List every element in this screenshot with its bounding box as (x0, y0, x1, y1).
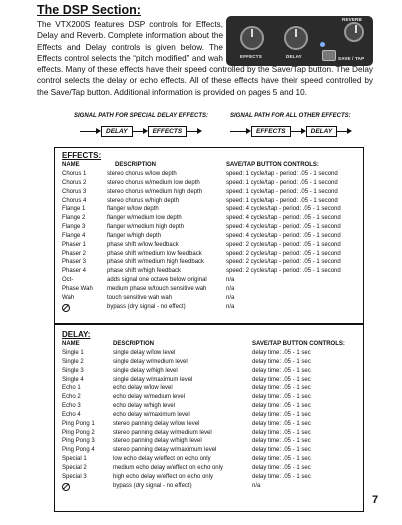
table-row (62, 437, 358, 446)
cell-speed: speed: 2 cycles/tap - period: .05 - 1 second (226, 241, 341, 248)
delay-col-name: NAME (62, 341, 80, 347)
table-row (62, 429, 358, 438)
cell-speed: speed: 4 cycles/tap - period: .05 - 1 second (226, 215, 341, 222)
panel-save-tap-label: SAVE / TAP (338, 56, 365, 61)
delay-col-speed: SAVE/TAP BUTTON CONTROLS: (252, 341, 345, 347)
section-title: The DSP Section: (37, 3, 141, 17)
cell-name: Ping Pong 4 (62, 447, 95, 454)
cell-speed: speed: 1 cycle/tap - period: .05 - 1 second (226, 171, 338, 177)
cell-speed: delay time: .05 - 1 sec (252, 456, 311, 463)
cell-name: Phaser 3 (62, 259, 87, 266)
cell-name: Ping Pong 2 (62, 429, 95, 436)
table-row (62, 285, 358, 294)
flow-box-effects: EFFECTS (251, 126, 291, 137)
cell-desc: echo delay w/medium level (113, 394, 186, 401)
signal-path-other-label: SIGNAL PATH FOR ALL OTHER EFFECTS: (230, 113, 351, 119)
cell-desc: echo delay w/high level (113, 403, 176, 410)
cell-name: Phaser 1 (62, 241, 87, 248)
cell-name: Phaser 4 (62, 268, 87, 275)
flow-box-effects: EFFECTS (148, 126, 188, 137)
table-row (62, 170, 358, 179)
cell-desc: single delay w/high level (113, 367, 178, 374)
table-row (62, 223, 358, 232)
table-row (62, 367, 358, 376)
delay-heading: DELAY: (62, 330, 91, 339)
cell-desc: stereo chorus w/low depth (107, 171, 177, 177)
table-row (62, 420, 358, 429)
table-row (62, 411, 358, 420)
cell-speed: speed: 4 cycles/tap - period: .05 - 1 second (226, 224, 341, 231)
cell-name: Chorus 2 (62, 179, 87, 186)
cell-name: Single 2 (62, 358, 84, 365)
cell-speed: delay time: .05 - 1 sec (252, 358, 311, 365)
effects-table (62, 170, 358, 312)
table-row (62, 464, 358, 473)
cell-desc: flanger w/high depth (107, 232, 162, 239)
cell-desc: phase shift w/low feedback (107, 241, 179, 248)
signal-path-special-label: SIGNAL PATH FOR SPECIAL DELAY EFFECTS: (74, 113, 209, 119)
cell-desc: single delay w/maximum level (113, 376, 193, 383)
cell-speed: speed: 2 cycles/tap - period: .05 - 1 second (226, 259, 341, 266)
cell-speed: speed: 2 cycles/tap - period: .05 - 1 second (226, 268, 341, 275)
effects-heading: EFFECTS: (62, 151, 102, 160)
cell-desc: single delay w/low level (113, 350, 176, 356)
cell-speed: speed: 1 cycle/tap - period: .05 - 1 second (226, 197, 338, 204)
table-row (62, 294, 358, 303)
table-row (62, 446, 358, 455)
cell-name: Special 3 (62, 473, 87, 480)
cell-desc: stereo panning delay w/medium level (113, 429, 212, 436)
cell-desc: stereo panning delay w/maximum level (113, 447, 217, 454)
intro-text: The VTX200S features DSP controls for Effects, Delay and Reverb. Complete information about the Effects and Delay controls is given below. The Effects control selects the “pitch modified” and wah effects. Many of these effects have their speed controlled by the Save/Tap button. The Delay control selects the delay or echo effects. All of these effects have their speed controlled by the Save/Tap button. Additional information is provided on pages 5 and 10. (37, 20, 373, 97)
panel-reverb-label: REVERB (342, 17, 362, 22)
cell-desc: flanger w/low depth (107, 206, 159, 213)
cell-desc: stereo chorus w/medium low depth (107, 179, 200, 186)
section-divider (54, 323, 364, 325)
cell-desc: echo delay w/maximum level (113, 411, 190, 418)
intro-paragraph (37, 19, 373, 98)
cell-desc: stereo panning delay w/high level (113, 438, 202, 445)
cell-desc: high echo delay w/effect on echo only (113, 473, 213, 480)
effects-col-desc: DESCRIPTION (115, 162, 157, 168)
cell-speed: delay time: .05 - 1 sec (252, 411, 311, 418)
cell-desc: medium phase w/touch sensitive wah (107, 285, 207, 292)
table-row (62, 241, 358, 250)
effects-col-name: NAME (62, 162, 80, 168)
cell-speed: delay time: .05 - 1 sec (252, 403, 311, 410)
cell-name: Oct- (62, 277, 74, 284)
cell-desc: flanger w/medium high depth (107, 224, 185, 231)
cell-desc: touch sensitive wah wah (107, 294, 173, 301)
cell-name: Single 3 (62, 367, 84, 374)
cell-speed: delay time: .05 - 1 sec (252, 438, 311, 445)
cell-speed: delay time: .05 - 1 sec (252, 367, 311, 374)
cell-desc: echo delay w/low level (113, 385, 173, 392)
signal-path-special-diagram (80, 125, 202, 137)
table-row (62, 188, 358, 197)
cell-speed: delay time: .05 - 1 sec (252, 350, 311, 356)
cell-speed: n/a (226, 285, 235, 292)
cell-name: Chorus 3 (62, 188, 87, 195)
cell-speed: speed: 4 cycles/tap - period: .05 - 1 second (226, 206, 341, 213)
cell-speed: delay time: .05 - 1 sec (252, 420, 311, 427)
cell-desc: phase shift w/medium low feedback (107, 250, 202, 257)
table-row (62, 303, 358, 312)
cell-name: Flange 2 (62, 215, 86, 222)
table-row (62, 402, 358, 411)
table-row (62, 258, 358, 267)
cell-speed: speed: 2 cycles/tap - period: .05 - 1 second (226, 250, 341, 257)
cell-name: Ping Pong 3 (62, 438, 95, 445)
cell-speed: delay time: .05 - 1 sec (252, 376, 311, 383)
cell-speed: n/a (226, 303, 235, 310)
cell-speed: n/a (226, 277, 235, 284)
page-number: 7 (372, 494, 379, 506)
cell-desc: phase shift w/high feedback (107, 268, 182, 275)
cell-speed: speed: 4 cycles/tap - period: .05 - 1 second (226, 232, 341, 239)
cell-speed: delay time: .05 - 1 sec (252, 385, 311, 392)
cell-name: Single 4 (62, 376, 84, 383)
cell-desc: stereo chorus w/high depth (107, 197, 180, 204)
arrow-icon (197, 128, 202, 134)
delay-table (62, 349, 358, 491)
cell-name: Special 2 (62, 464, 87, 471)
table-row (62, 482, 358, 491)
table-row (62, 358, 358, 367)
cell-name: Ping Pong 1 (62, 420, 95, 427)
cell-name: Flange 4 (62, 232, 86, 239)
cell-name: Echo 1 (62, 385, 81, 392)
table-row (62, 179, 358, 188)
bypass-symbol-icon (62, 483, 70, 491)
cell-name: Special 1 (62, 456, 87, 463)
cell-name: Echo 3 (62, 403, 81, 410)
cell-desc: low echo delay w/effect on echo only (113, 456, 211, 463)
delay-col-desc: DESCRIPTION (113, 341, 155, 347)
table-row (62, 276, 358, 285)
effects-col-speed: SAVE/TAP BUTTON CONTROLS: (226, 162, 319, 168)
cell-desc: single delay w/medium level (113, 358, 188, 365)
cell-name: Chorus 4 (62, 197, 87, 204)
cell-desc: bypass (dry signal - no effect) (113, 482, 192, 489)
cell-speed: n/a (252, 482, 261, 489)
cell-name: Single 1 (62, 350, 84, 356)
cell-desc: bypass (dry signal - no effect) (107, 303, 186, 310)
cell-desc: adds signal one octave below original (107, 277, 207, 284)
cell-speed: speed: 1 cycle/tap - period: .05 - 1 second (226, 188, 338, 195)
panel-delay-label: DELAY (286, 54, 302, 59)
cell-name: Phase Wah (62, 285, 93, 292)
cell-speed: delay time: .05 - 1 sec (252, 464, 311, 471)
table-row (62, 473, 358, 482)
table-row (62, 250, 358, 259)
panel-effects-label: EFFECTS (240, 54, 262, 59)
table-row (62, 232, 358, 241)
cell-name: Echo 4 (62, 411, 81, 418)
cell-name: Chorus 1 (62, 171, 87, 177)
cell-name: Phaser 2 (62, 250, 87, 257)
table-row (62, 393, 358, 402)
table-row (62, 349, 358, 358)
flow-box-delay: DELAY (101, 126, 133, 137)
cell-name: Flange 1 (62, 206, 86, 213)
cell-speed: delay time: .05 - 1 sec (252, 473, 311, 480)
cell-speed: delay time: .05 - 1 sec (252, 429, 311, 436)
cell-name: Wah (62, 294, 75, 301)
table-row (62, 384, 358, 393)
cell-desc: stereo chorus w/medium high depth (107, 188, 203, 195)
cell-name: Flange 3 (62, 224, 86, 231)
table-row (62, 376, 358, 385)
table-row (62, 214, 358, 223)
arrow-icon (347, 128, 352, 134)
cell-speed: delay time: .05 - 1 sec (252, 447, 311, 454)
cell-desc: medium echo delay w/effect on echo only (113, 464, 223, 471)
table-row (62, 455, 358, 464)
cell-speed: n/a (226, 294, 235, 301)
cell-speed: speed: 1 cycle/tap - period: .05 - 1 second (226, 179, 338, 186)
table-row (62, 205, 358, 214)
cell-desc: phase shift w/medium high feedback (107, 259, 205, 266)
cell-desc: flanger w/medium low depth (107, 215, 182, 222)
signal-path-other-diagram (230, 125, 352, 137)
cell-desc: stereo panning delay w/low level (113, 420, 200, 427)
flow-box-delay: DELAY (306, 126, 338, 137)
table-row (62, 267, 358, 276)
cell-name: Echo 2 (62, 394, 81, 401)
cell-speed: delay time: .05 - 1 sec (252, 394, 311, 401)
table-row (62, 197, 358, 206)
bypass-symbol-icon (62, 304, 70, 312)
